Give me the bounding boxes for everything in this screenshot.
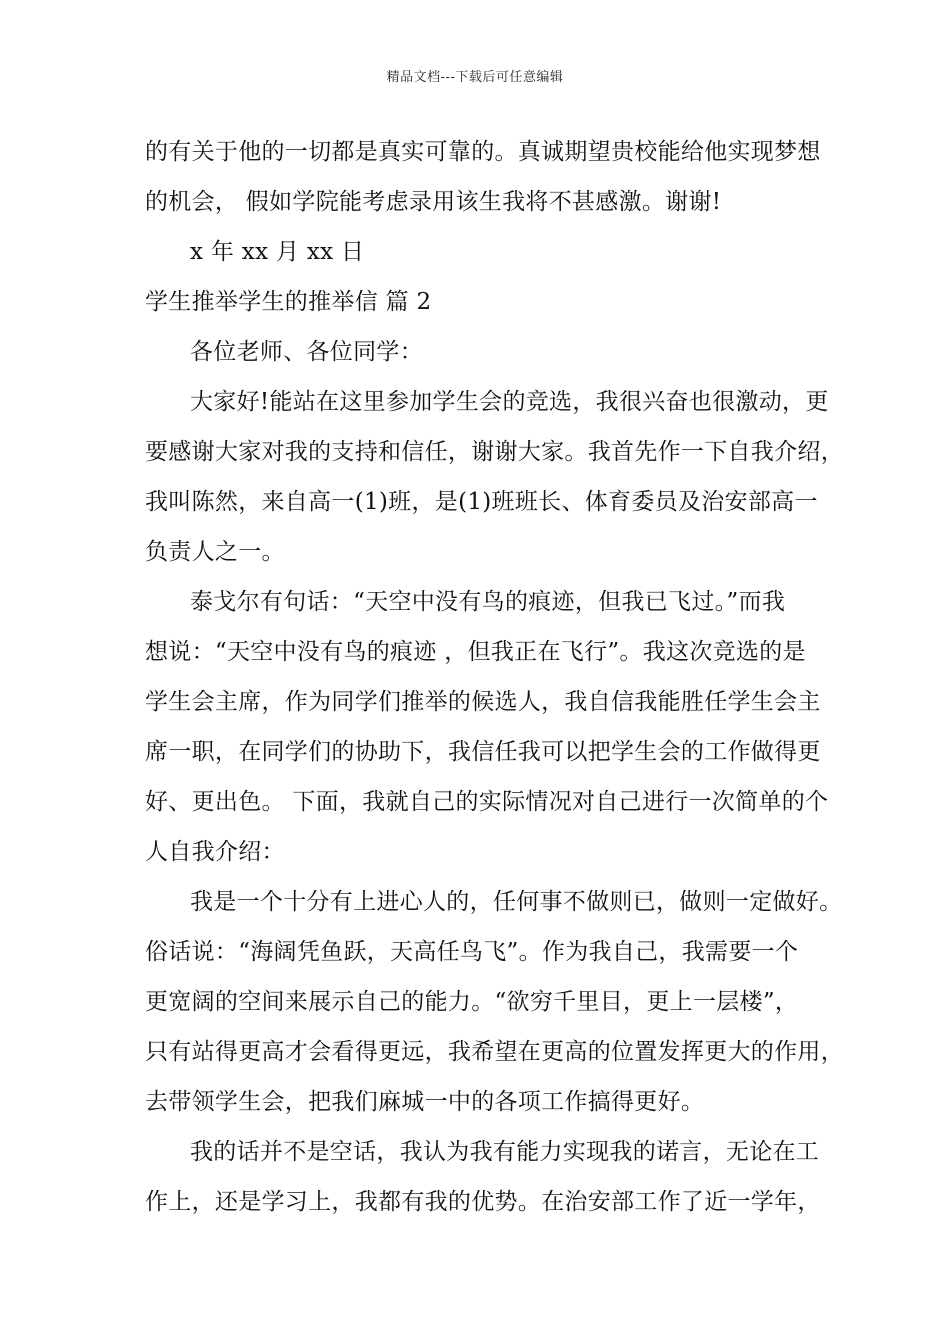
page-header: 精品文档---下载后可任意编辑 [386,70,564,85]
text-line: 人自我介绍： [145,839,285,865]
text-line: 俗话说：“海阔凭鱼跃，天高任鸟飞”。作为我自己，我需要一个 [145,939,799,965]
section-heading: 学生推举学生的推举信 篇 2 [145,289,432,315]
text-line: 作上，还是学习上，我都有我的优势。在治安部工作了近一学年， [145,1189,821,1215]
text-line: 去带领学生会，把我们麻城一中的各项工作搞得更好。 [145,1089,705,1115]
text-line: 我叫陈然，来自高一(1)班，是(1)班班长、体育委员及治安部高一 [145,489,818,515]
text-line: 泰戈尔有句话：“天空中没有鸟的痕迹，但我已飞过。”而我 [190,589,786,615]
text-line: 我是一个十分有上进心人的，任何事不做则已，做则一定做好。 [190,889,843,915]
text-line: 大家好!能站在这里参加学生会的竞选，我很兴奋也很激动，更 [190,389,829,415]
text-line: 的有关于他的一切都是真实可靠的。真诚期望贵校能给他实现梦想 [145,139,821,165]
text-line: 席一职，在同学们的协助下，我信任我可以把学生会的工作做得更 [145,739,821,765]
text-line: 好、更出色。 下面，我就自己的实际情况对自己进行一次简单的个 [145,789,829,815]
text-line: 的机会， 假如学院能考虑录用该生我将不甚感激。谢谢! [145,189,722,215]
text-line: 学生会主席，作为同学们推举的候选人，我自信我能胜任学生会主 [145,689,821,715]
text-line: 要感谢大家对我的支持和信任，谢谢大家。我首先作一下自我介绍， [145,439,844,465]
text-line: 只有站得更高才会看得更远，我希望在更高的位置发挥更大的作用， [145,1039,844,1065]
salutation: 各位老师、各位同学： [190,339,423,365]
text-line: 我的话并不是空话，我认为我有能力实现我的诺言，无论在工 [190,1139,820,1165]
text-line: 更宽阔的空间来展示自己的能力。“欲穷千里目，更上一层楼”， [145,989,799,1015]
text-line: 负责人之一。 [145,539,285,565]
text-line: 想说：“天空中没有鸟的痕迹 ，但我正在飞行”。我这次竞选的是 [145,639,806,665]
date-line: x 年 xx 月 xx 日 [190,239,365,265]
